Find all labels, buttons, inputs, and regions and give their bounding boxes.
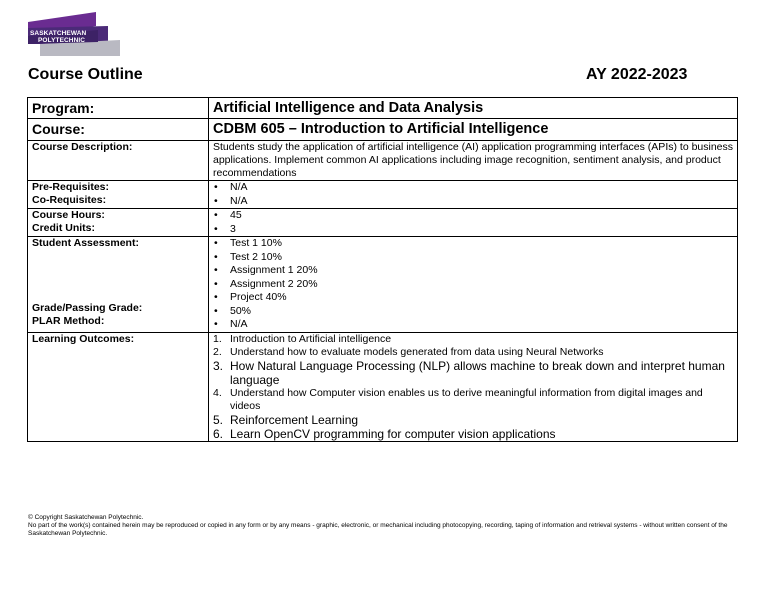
assessment-item: • Test 1 10% [213,237,733,251]
outcome-item [213,427,733,441]
requisites-labels [28,181,209,209]
assessment-labels [28,237,209,333]
assessment-item: • Assignment 2 20% [213,278,733,292]
outcome-number: 5. [213,413,224,428]
assessment-item: • Test 2 10% [213,251,733,265]
assessment-item: • Assignment 1 20% [213,264,733,278]
outcome-number: 6. [213,427,224,442]
course-outline-table [27,97,738,442]
outcomes-row [28,332,738,442]
assessment-item: • Project 40% [213,291,733,305]
outcome-text: Reinforcement Learning [230,413,359,428]
document-title: Course Outline [28,66,143,83]
outcome-text: Understand how Computer vision enables us to derive meaningful information from digital images and videos [230,386,703,413]
coreq-value: • N/A [213,195,733,209]
description-value: Students study the application of artificial intelligence (AI) application programming interfaces (APIs) to business applications. Implement common AI applications including image recognition, sentiment analysis, and product recommendations [209,141,738,181]
passing-value: • 50% [213,305,733,319]
description-label: Course Description: [28,141,209,181]
outcome-number: 3. [213,358,224,373]
outcome-item [213,413,733,427]
plar-value: • N/A [213,318,733,332]
requisites-row [28,181,738,209]
copyright-line: © Copyright Saskatchewan Polytechnic. [28,514,144,521]
assessment-row [28,237,738,333]
requisites-values [209,181,738,209]
outcomes-label: Learning Outcomes: [28,332,209,442]
academic-year: AY 2022-2023 [586,66,688,83]
program-value: Artificial Intelligence and Data Analysis [209,98,738,119]
outcome-text: Introduction to Artificial intelligence [230,332,392,345]
passing-label: Grade/Passing Grade: [32,302,143,314]
outcome-item [213,387,733,413]
program-row [28,98,738,119]
logo-line-1: SASKATCHEWAN [30,30,87,37]
hours-values [209,209,738,237]
outcome-item [213,359,733,387]
course-row [28,119,738,141]
outcome-number: 2. [213,345,222,358]
assessment-values [209,237,738,333]
assessment-spacer [32,250,204,302]
logo-text [30,31,86,44]
description-row [28,141,738,181]
coreq-label: Co-Requisites: [32,194,107,206]
credits-value: • 3 [213,223,733,237]
program-label: Program: [28,98,209,119]
hours-labels [28,209,209,237]
outcome-text: How Natural Language Processing (NLP) allows machine to break down and interpret human language [230,358,725,387]
copyright-notice: No part of the work(s) contained herein may be reproduced or copied in any form or by any means - graphic, electronic, or mechanical including photocopying, recording, taping of information and retrieval systems - without written consent of the Saskatchewan Polytechnic. [28,522,728,537]
plar-label: PLAR Method: [32,315,105,327]
assessment-label: Student Assessment: [32,237,139,249]
prereq-label: Pre-Requisites: [32,181,110,193]
outcome-text: Understand how to evaluate models generated from data using Neural Networks [230,345,604,358]
outcome-item [213,333,733,346]
copyright-footer [28,514,738,538]
outcome-item [213,346,733,359]
prereq-value: • N/A [213,181,733,195]
outcomes-values [209,332,738,442]
outcome-text: Learn OpenCV programming for computer vision applications [230,427,556,442]
outcome-number: 4. [213,386,222,399]
credits-label: Credit Units: [32,222,95,234]
course-value: CDBM 605 – Introduction to Artificial Intelligence [209,119,738,141]
hours-label: Course Hours: [32,209,105,221]
logo-line-2: POLYTECHNIC [38,36,86,44]
course-label: Course: [28,119,209,141]
outcome-number: 1. [213,332,222,345]
hours-value: • 45 [213,209,733,223]
hours-row [28,209,738,237]
